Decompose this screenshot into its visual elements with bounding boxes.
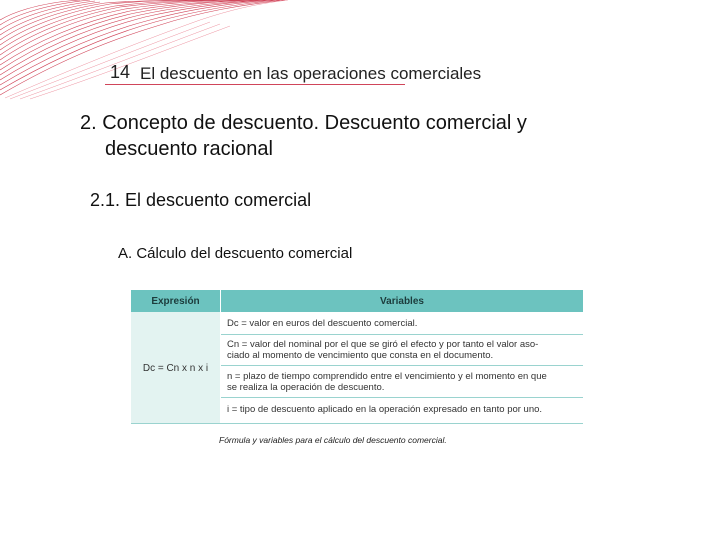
section-heading-line1: 2. Concepto de descuento. Descuento comercial y (80, 112, 527, 134)
variable-dc: Dc = valor en euros del descuento comercial. (227, 318, 418, 329)
variable-n-line2: se realiza la operación de descuento. (227, 382, 385, 393)
row-separator (221, 334, 583, 335)
header-variables: Variables (380, 295, 424, 307)
section-heading-line2: descuento racional (105, 138, 273, 160)
table-bottom-border (131, 423, 583, 424)
subsection-heading: 2.1. El descuento comercial (90, 190, 312, 210)
subsubsection-heading: A. Cálculo del descuento comercial (118, 245, 353, 262)
chapter-number: 14 (110, 62, 131, 82)
variable-i: i = tipo de descuento aplicado en la operación expresado en tanto por uno. (227, 404, 543, 415)
table-caption: Fórmula y variables para el cálculo del descuento comercial. (219, 435, 447, 445)
row-separator (221, 397, 583, 398)
header-expression: Expresión (151, 295, 200, 307)
formula-table (131, 290, 583, 424)
row-separator (221, 365, 583, 366)
decorative-waves-graphic (0, 0, 290, 100)
header-underline (105, 84, 405, 85)
variable-cn-line2: ciado al momento de vencimiento que consta en el documento. (227, 350, 494, 361)
variable-n-line1: n = plazo de tiempo comprendido entre el vencimiento y el momento en que (227, 371, 547, 382)
column-separator (220, 290, 221, 424)
variable-cn-line1: Cn = valor del nominal por el que se giró el efecto y por tanto el valor aso- (227, 339, 539, 350)
expression-cell: Dc = Cn x n x i (131, 312, 220, 424)
variables-cell (221, 312, 583, 424)
section-heading (80, 110, 680, 162)
chapter-title: El descuento en las operaciones comerciales (140, 64, 482, 83)
